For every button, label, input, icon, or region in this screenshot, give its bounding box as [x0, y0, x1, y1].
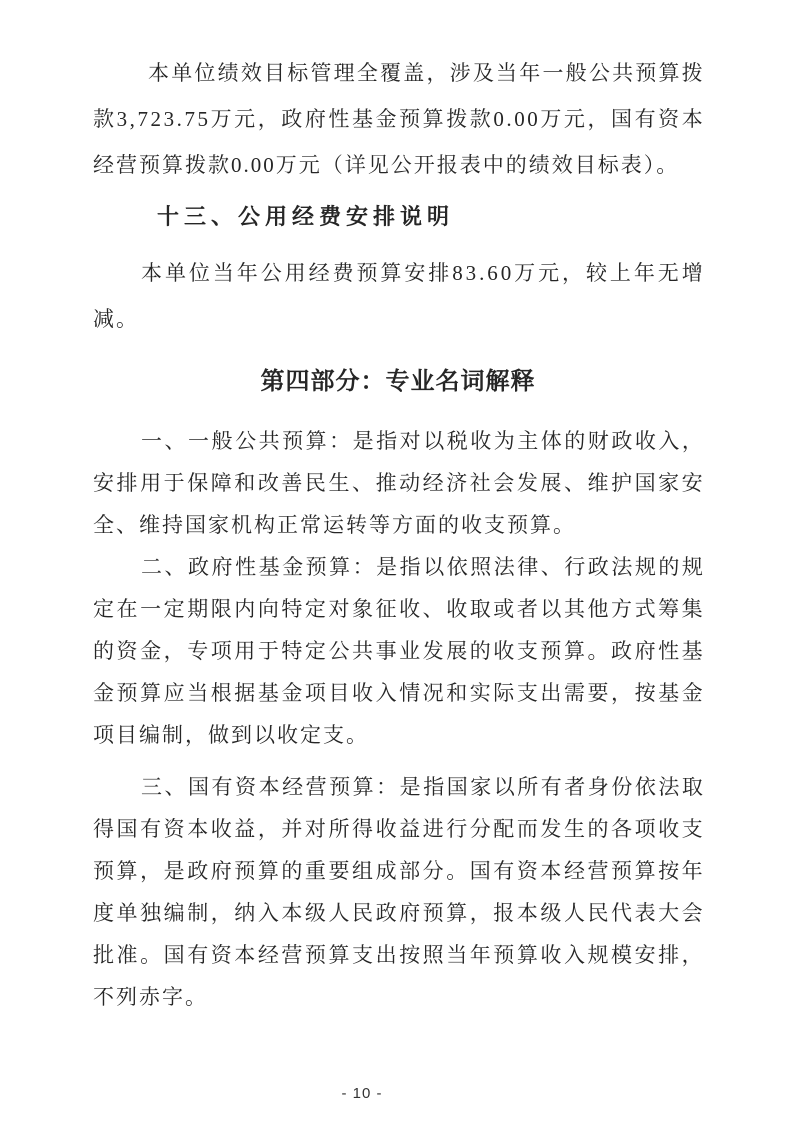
text-line: 三 、 国 有 资 本 经 营 预 算 ： 是 指 国 家 以 所 有 者 身 份 依 法 取: [141, 775, 703, 799]
text-line: 一 、 一 般 公 共 预 算 ： 是 指 对 以 税 收 为 主 体 的 财 政 收 入 ，: [141, 429, 703, 453]
text-line: 金 预 算 应 当 根 据 基 金 项 目 收 入 情 况 和 实 际 支 出 需 要 ， 按 基 金: [93, 681, 703, 705]
paragraph-performance-targets: [93, 50, 703, 188]
text-line: 度 单 独 编 制 ， 纳 入 本 级 人 民 政 府 预 算 ， 报 本 级 人 民 代 表 大 会: [93, 901, 703, 925]
text-line: 二 、 政 府 性 基 金 预 算 ： 是 指 以 依 照 法 律 、 行 政 法 规 的 规: [141, 555, 703, 579]
text-line: 定 在 一 定 期 限 内 向 特 定 对 象 征 收 、 收 取 或 者 以 其 他 方 式 筹 集: [93, 597, 703, 621]
text-line: 全、维持国家机构正常运转等方面的收支预算。: [93, 513, 576, 537]
text-line: 项目编制，做到以收定支。: [93, 723, 369, 747]
text-line: 预 算 ， 是 政 府 预 算 的 重 要 组 成 部 分 。 国 有 资 本 经 营 预 算 按 年: [93, 859, 703, 883]
paragraph-term-state-capital-budget: [93, 766, 703, 1018]
part-heading-terminology: 第四部分：专业名词解释: [260, 368, 536, 395]
section-heading-public-funds: 十三、公用经费安排说明: [157, 204, 455, 229]
text-line: 安 排 用 于 保 障 和 改 善 民 生 、 推 动 经 济 社 会 发 展 、 维 护 国 家 安: [93, 471, 703, 495]
text-line: 本 单 位 绩 效 目 标 管 理 全 覆 盖 ， 涉 及 当 年 一 般 公 共 预 算 拨: [148, 61, 703, 85]
text-line: 得 国 有 资 本 收 益 ， 并 对 所 得 收 益 进 行 分 配 而 发 生 的 各 项 收 支: [93, 817, 703, 841]
text-line: 不列赤字。: [93, 985, 208, 1009]
text-line: 的 资 金 ， 专 项 用 于 特 定 公 共 事 业 发 展 的 收 支 预 算 。 政 府 性 基: [93, 639, 703, 663]
paragraph-term-gov-fund-budget: [93, 546, 703, 756]
text-line: 经营预算拨款0.00万元（详见公开报表中的绩效目标表）。: [93, 153, 680, 177]
page-content: [93, 0, 703, 1018]
paragraph-public-funds: [93, 250, 703, 342]
text-line: 批 准 。 国 有 资 本 经 营 预 算 支 出 按 照 当 年 预 算 收 入 规 模 安 排 ，: [93, 943, 703, 967]
paragraph-term-general-public-budget: [93, 420, 703, 546]
text-line: 款 3 , 7 2 3 . 7 5 万 元 ， 政 府 性 基 金 预 算 拨 款 0 . 0 0 万 元 ， 国 有 资 本: [93, 107, 703, 131]
page-number: - 10 -: [341, 1085, 383, 1102]
text-line: 减。: [93, 307, 139, 331]
text-line: 本 单 位 当 年 公 用 经 费 预 算 安 排 8 3 . 6 0 万 元 ， 较 上 年 无 增: [141, 261, 703, 285]
